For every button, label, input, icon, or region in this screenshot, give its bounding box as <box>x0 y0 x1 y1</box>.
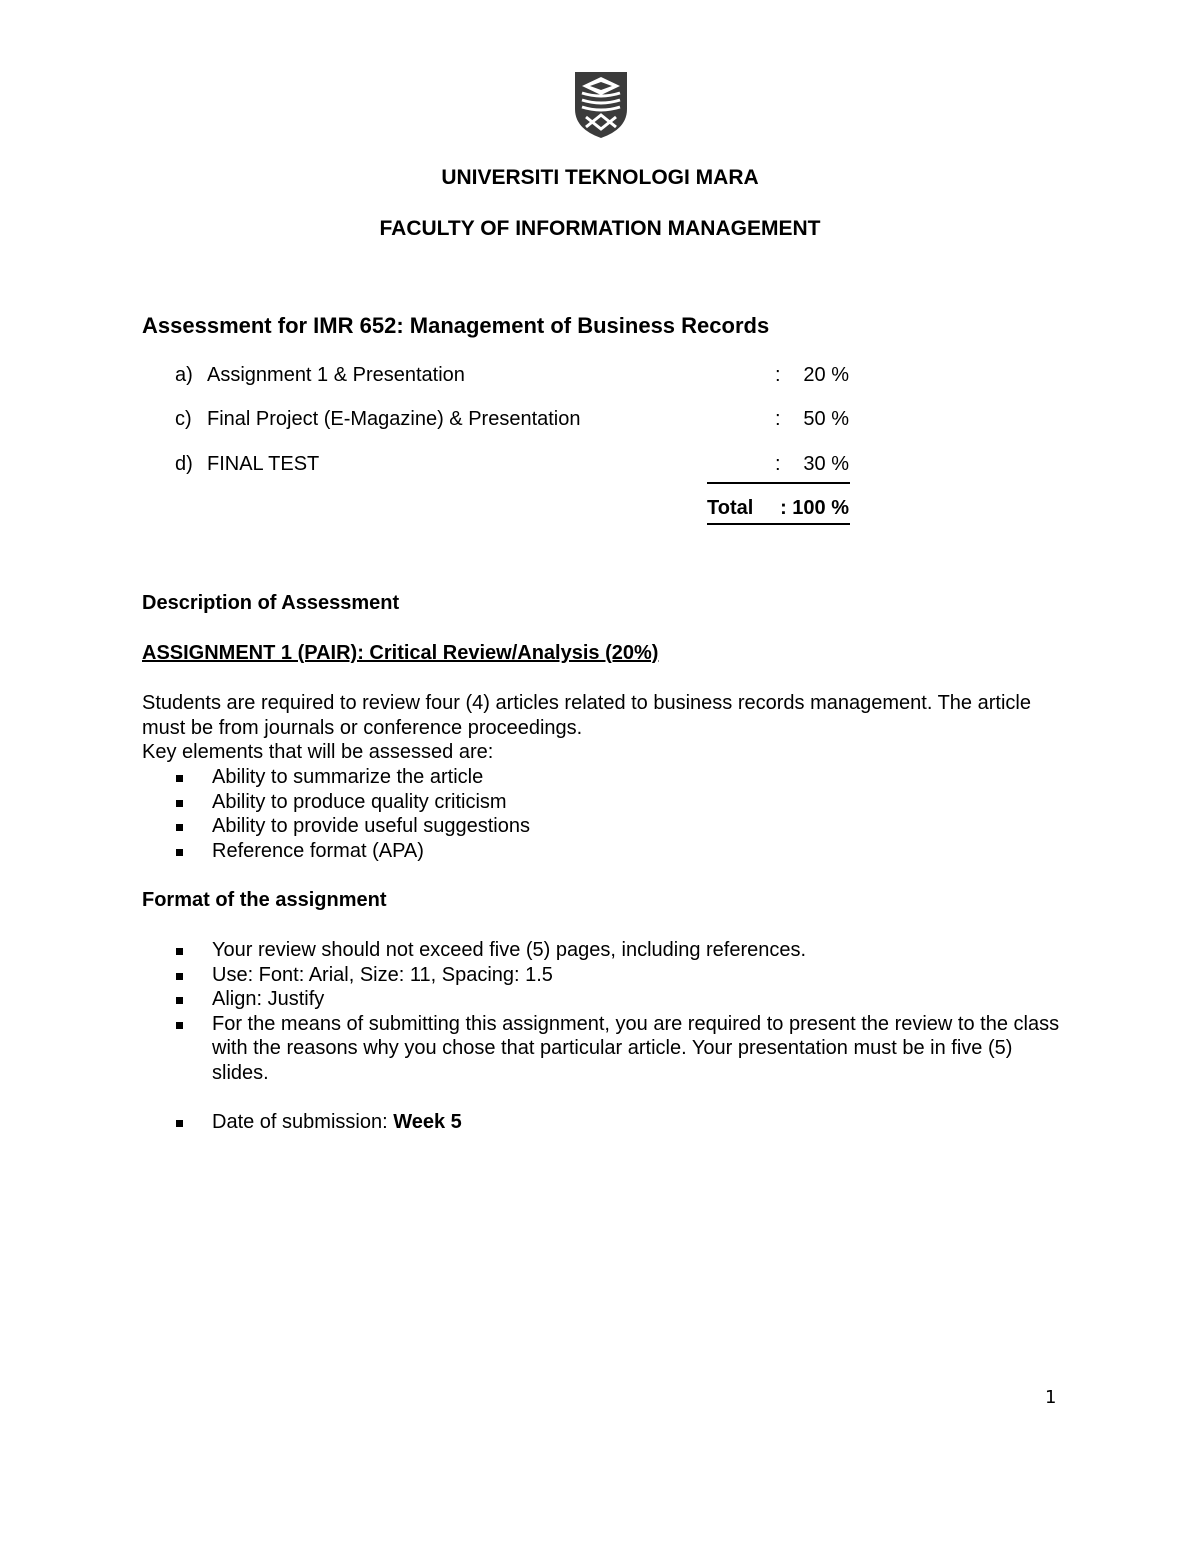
row-percent: 20 % <box>803 364 849 386</box>
bullet-square-icon <box>176 1120 183 1127</box>
list-item <box>142 963 1062 988</box>
list-item-text: Use: Font: Arial, Size: 11, Spacing: 1.5 <box>212 963 553 986</box>
list-item <box>142 765 1062 790</box>
bullet-square-icon <box>176 775 183 782</box>
total-value: : 100 % <box>780 497 849 519</box>
key-elements-intro: Key elements that will be assessed are: <box>142 741 494 763</box>
list-item-text: Ability to produce quality criticism <box>212 790 507 813</box>
row-letter: d) <box>175 453 193 475</box>
list-item-text: Your review should not exceed five (5) pages, including references. <box>212 939 807 961</box>
submission-value: Week 5 <box>393 1110 462 1133</box>
list-item-text: For the means of submitting this assignment, you are required to present the review to the class with the reasons why you chose that particular article. Your presentation must be in five (5) slides. <box>212 1012 1060 1084</box>
list-item-text: Reference format (APA) <box>212 839 424 862</box>
bullet-square-icon <box>176 973 183 980</box>
list-item <box>142 1012 1062 1086</box>
format-heading: Format of the assignment <box>142 889 387 911</box>
row-label: Final Project (E-Magazine) & Presentation <box>207 408 581 430</box>
assessment-title: Assessment for IMR 652: Management of Business Records <box>142 313 770 338</box>
subtotal-rule <box>707 482 850 484</box>
list-item <box>142 839 1062 864</box>
assignment-heading: ASSIGNMENT 1 (PAIR): Critical Review/Analysis (20%) <box>142 642 659 664</box>
row-letter: c) <box>175 408 192 430</box>
row-colon: : <box>775 408 781 430</box>
list-item <box>142 938 1062 963</box>
row-colon: : <box>775 364 781 386</box>
row-letter: a) <box>175 364 193 386</box>
key-elements-list <box>142 765 1062 863</box>
bullet-square-icon <box>176 849 183 856</box>
row-label: FINAL TEST <box>207 453 320 475</box>
format-list <box>142 938 1062 1134</box>
assignment-intro: Students are required to review four (4) articles related to business records management. The article must be from journals or conference proceedings. <box>142 692 1031 739</box>
bullet-square-icon <box>176 1022 183 1029</box>
bullet-square-icon <box>176 948 183 955</box>
faculty-name: FACULTY OF INFORMATION MANAGEMENT <box>379 217 821 240</box>
row-percent: 30 % <box>803 453 849 475</box>
submission-label: Date of submission: <box>212 1110 394 1133</box>
list-item <box>142 814 1062 839</box>
uitm-crest-icon <box>574 71 628 139</box>
bullet-square-icon <box>176 824 183 831</box>
total-label: Total <box>707 497 754 519</box>
assessment-row <box>175 408 850 436</box>
bullet-square-icon <box>176 800 183 807</box>
bullet-square-icon <box>176 997 183 1004</box>
assessment-row <box>175 453 850 481</box>
list-item <box>142 1110 1062 1135</box>
list-item-text: Ability to summarize the article <box>212 766 484 788</box>
page-number: 1 <box>1045 1387 1057 1408</box>
list-item <box>142 987 1062 1012</box>
row-colon: : <box>775 453 781 475</box>
university-name: UNIVERSITI TEKNOLOGI MARA <box>441 166 759 189</box>
list-item-text: Align: Justify <box>212 988 325 1010</box>
row-percent: 50 % <box>803 408 849 430</box>
assessment-row <box>175 364 850 392</box>
total-rule <box>707 523 850 525</box>
row-label: Assignment 1 & Presentation <box>207 364 465 386</box>
description-heading: Description of Assessment <box>142 592 400 614</box>
list-item-text: Ability to provide useful suggestions <box>212 815 530 837</box>
list-item <box>142 790 1062 815</box>
